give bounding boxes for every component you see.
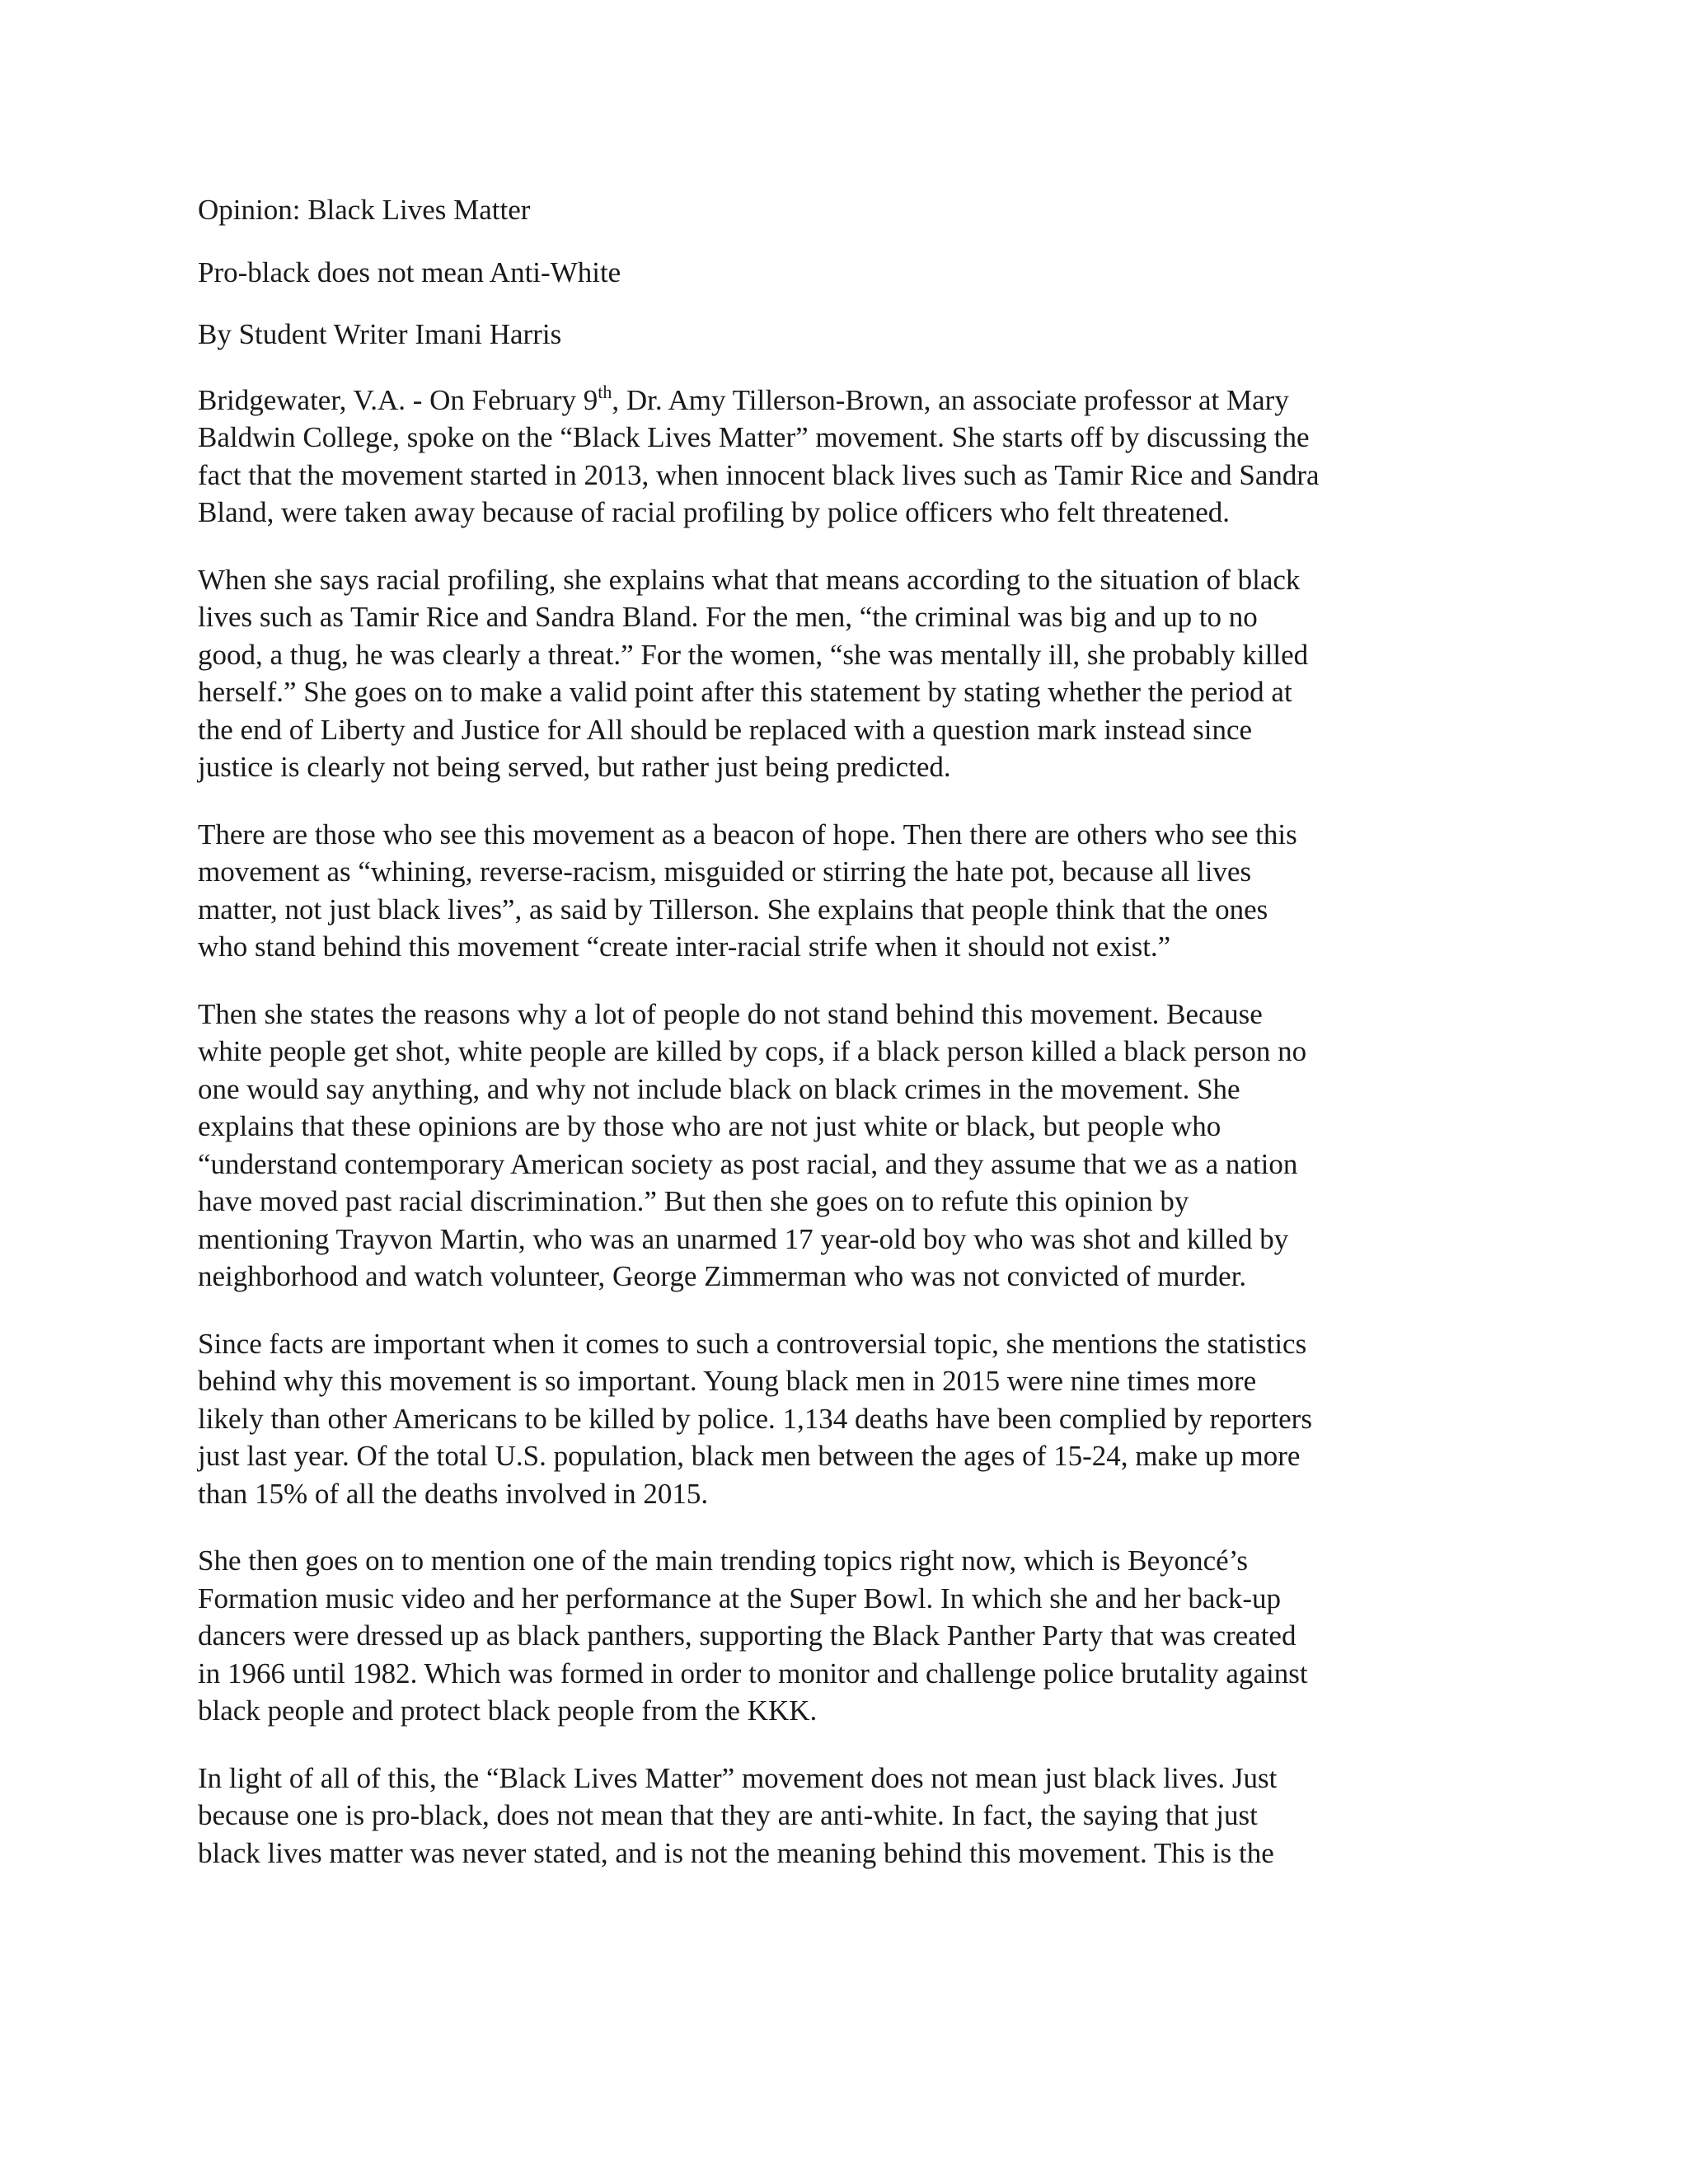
paragraph-line: dancers were dressed up as black panthers, supporting the Black Panther Party that was created (198, 1619, 1296, 1652)
paragraph-line: the end of Liberty and Justice for All should be replaced with a question mark instead since (198, 713, 1253, 746)
ordinal-suffix: th (598, 381, 612, 402)
paragraph-line: than 15% of all the deaths involved in 2015. (198, 1477, 709, 1510)
paragraph-line: because one is pro-black, does not mean that they are anti-white. In fact, the saying that just (198, 1799, 1258, 1831)
paragraph-line: black people and protect black people from the KKK. (198, 1694, 818, 1727)
paragraph-line: one would say anything, and why not include black on black crimes in the movement. She (198, 1072, 1240, 1105)
paragraph-line: Then she states the reasons why a lot of people do not stand behind this movement. Because (198, 997, 1263, 1030)
paragraph-line: She then goes on to mention one of the main trending topics right now, which is Beyoncé’s (198, 1544, 1249, 1577)
article-subtitle: Pro-black does not mean Anti-White (198, 255, 621, 288)
paragraph-line: lives such as Tamir Rice and Sandra Bland. For the men, “the criminal was big and up to no (198, 601, 1258, 633)
paragraph-7 (198, 1760, 1484, 1872)
paragraph-line: black lives matter was never stated, and is not the meaning behind this movement. This is the (198, 1836, 1274, 1869)
paragraph-line: good, a thug, he was clearly a threat.” For the women, “she was mentally ill, she probably killed (198, 638, 1309, 671)
paragraph-line: Since facts are important when it comes to such a controversial topic, she mentions the statistics (198, 1327, 1307, 1360)
paragraph-line: behind why this movement is so important. Young black men in 2015 were nine times more (198, 1365, 1257, 1397)
paragraph-line: justice is clearly not being served, but rather just being predicted. (198, 751, 951, 783)
paragraph-6 (198, 1542, 1484, 1730)
article-body (198, 191, 1484, 1901)
paragraph-line: In light of all of this, the “Black Lives Matter” movement does not mean just black lives. Just (198, 1761, 1278, 1794)
paragraph-line: Bland, were taken away because of racial profiling by police officers who felt threatened. (198, 496, 1231, 528)
paragraph-line: who stand behind this movement “create inter-racial strife when it should not exist.” (198, 930, 1171, 963)
paragraph-line: white people get shot, white people are killed by cops, if a black person killed a black person no (198, 1035, 1307, 1067)
paragraph-line: explains that these opinions are by those who are not just white or black, but people who (198, 1110, 1221, 1142)
article-byline: By Student Writer Imani Harris (198, 318, 562, 350)
paragraph-5 (198, 1325, 1484, 1513)
paragraph-line: fact that the movement started in 2013, when innocent black lives such as Tamir Rice and Sandra (198, 458, 1320, 491)
paragraph-line: likely than other Americans to be killed by police. 1,134 deaths have been complied by reporters (198, 1402, 1312, 1435)
paragraph-line: just last year. Of the total U.S. population, black men between the ages of 15-24, make up more (198, 1440, 1301, 1472)
paragraph-line: Formation music video and her performance at the Super Bowl. In which she and her back-up (198, 1582, 1282, 1615)
paragraph-line: When she says racial profiling, she explains what that means according to the situation of black (198, 563, 1301, 596)
paragraph-4 (198, 996, 1484, 1296)
paragraph-1 (198, 382, 1484, 532)
paragraph-line: in 1966 until 1982. Which was formed in order to monitor and challenge police brutality against (198, 1657, 1308, 1690)
paragraph-line: movement as “whining, reverse-racism, misguided or stirring the hate pot, because all lives (198, 855, 1252, 888)
paragraph-line: neighborhood and watch volunteer, George Zimmerman who was not convicted of murder. (198, 1260, 1247, 1292)
paragraph-line: have moved past racial discrimination.” But then she goes on to refute this opinion by (198, 1185, 1189, 1217)
article-kicker: Opinion: Black Lives Matter (198, 194, 531, 226)
paragraph-3 (198, 816, 1484, 966)
paragraph-line: “understand contemporary American society as post racial, and they assume that we as a nation (198, 1147, 1298, 1180)
paragraph-line: mentioning Trayvon Martin, who was an unarmed 17 year-old boy who was shot and killed by (198, 1222, 1289, 1255)
paragraph-line: matter, not just black lives”, as said by Tillerson. She explains that people think that the ones (198, 893, 1268, 926)
paragraph-line: Bridgewater, V.A. - On February 9th, Dr. Amy Tillerson-Brown, an associate professor at Mary (198, 381, 1289, 416)
paragraph-line: herself.” She goes on to make a valid point after this statement by stating whether the period at (198, 676, 1292, 708)
paragraph-line: There are those who see this movement as a beacon of hope. Then there are others who see this (198, 818, 1297, 851)
paragraph-line: Baldwin College, spoke on the “Black Lives Matter” movement. She starts off by discussing the (198, 421, 1310, 453)
paragraph-2 (198, 561, 1484, 786)
